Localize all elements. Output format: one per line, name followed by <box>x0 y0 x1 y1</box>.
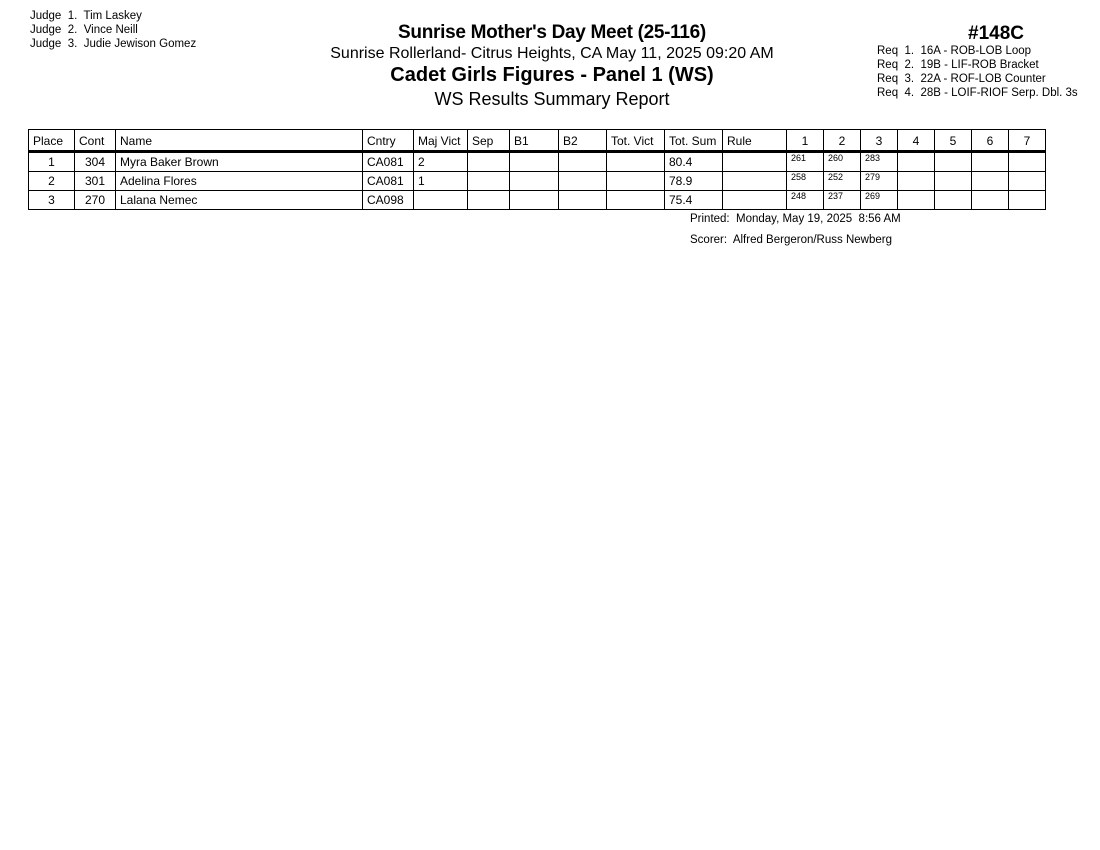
col-judge-1: 1 <box>787 130 824 152</box>
cell-judge-4 <box>898 191 935 210</box>
col-maj-vict: Maj Vict <box>414 130 468 152</box>
col-sep: Sep <box>468 130 510 152</box>
meet-location-date: Sunrise Rollerland- Citrus Heights, CA May 11, 2025 09:20 AM <box>330 45 774 62</box>
cell-judge-3: 283 <box>861 152 898 172</box>
cell-judge-5 <box>935 191 972 210</box>
event-title: Cadet Girls Figures - Panel 1 (WS) <box>390 64 714 86</box>
requirements-list <box>877 44 1078 100</box>
cell-b2 <box>559 152 607 172</box>
cell-rule <box>723 152 787 172</box>
cell-rule <box>723 172 787 191</box>
col-cont: Cont <box>75 130 116 152</box>
cell-place: 2 <box>29 172 75 191</box>
cell-tot-vict <box>607 172 665 191</box>
report-title: WS Results Summary Report <box>434 89 670 109</box>
cell-judge-2: 237 <box>824 191 861 210</box>
col-judge-4: 4 <box>898 130 935 152</box>
col-judge-6: 6 <box>972 130 1009 152</box>
cell-cntry: CA081 <box>363 172 414 191</box>
cell-judge-6 <box>972 152 1009 172</box>
cell-judge-7 <box>1009 172 1046 191</box>
cell-sep <box>468 191 510 210</box>
cell-judge-6 <box>972 172 1009 191</box>
cell-maj-vict: 1 <box>414 172 468 191</box>
col-rule: Rule <box>723 130 787 152</box>
scorer-names: Scorer: Alfred Bergeron/Russ Newberg <box>690 234 892 246</box>
cell-place: 3 <box>29 191 75 210</box>
col-cntry: Cntry <box>363 130 414 152</box>
requirement-2: Req 2. 19B - LIF-ROB Bracket <box>877 59 1039 71</box>
cell-place: 1 <box>29 152 75 172</box>
col-place: Place <box>29 130 75 152</box>
cell-judge-6 <box>972 191 1009 210</box>
cell-judge-4 <box>898 172 935 191</box>
cell-b2 <box>559 172 607 191</box>
table-row <box>29 152 1046 172</box>
col-tot-sum: Tot. Sum <box>665 130 723 152</box>
col-judge-3: 3 <box>861 130 898 152</box>
cell-sep <box>468 152 510 172</box>
event-info <box>877 23 1078 100</box>
cell-b1 <box>510 191 559 210</box>
cell-judge-5 <box>935 172 972 191</box>
cell-judge-7 <box>1009 152 1046 172</box>
cell-sep <box>468 172 510 191</box>
col-tot-vict: Tot. Vict <box>607 130 665 152</box>
cell-judge-1: 248 <box>787 191 824 210</box>
cell-maj-vict <box>414 191 468 210</box>
cell-cont: 270 <box>75 191 116 210</box>
cell-cntry: CA098 <box>363 191 414 210</box>
col-judge-2: 2 <box>824 130 861 152</box>
cell-name: Myra Baker Brown <box>116 152 363 172</box>
cell-cont: 304 <box>75 152 116 172</box>
cell-b2 <box>559 191 607 210</box>
judge-3: Judge 3. Judie Jewison Gomez <box>30 38 197 50</box>
judge-2: Judge 2. Vince Neill <box>30 24 138 36</box>
cell-tot-sum: 75.4 <box>665 191 723 210</box>
col-judge-5: 5 <box>935 130 972 152</box>
meet-title: Sunrise Mother's Day Meet (25-116) <box>398 22 706 43</box>
cell-b1 <box>510 152 559 172</box>
col-judge-7: 7 <box>1009 130 1046 152</box>
cell-cont: 301 <box>75 172 116 191</box>
cell-judge-7 <box>1009 191 1046 210</box>
cell-judge-5 <box>935 152 972 172</box>
cell-maj-vict: 2 <box>414 152 468 172</box>
cell-name: Lalana Nemec <box>116 191 363 210</box>
cell-tot-sum: 78.9 <box>665 172 723 191</box>
table-header-row <box>29 130 1046 152</box>
cell-judge-1: 258 <box>787 172 824 191</box>
judge-1: Judge 1. Tim Laskey <box>30 10 142 22</box>
report-header <box>290 22 814 110</box>
cell-name: Adelina Flores <box>116 172 363 191</box>
cell-judge-3: 279 <box>861 172 898 191</box>
cell-tot-vict <box>607 191 665 210</box>
cell-judge-4 <box>898 152 935 172</box>
table-row <box>29 191 1046 210</box>
requirement-3: Req 3. 22A - ROF-LOB Counter <box>877 73 1046 85</box>
cell-rule <box>723 191 787 210</box>
cell-judge-1: 261 <box>787 152 824 172</box>
cell-tot-sum: 80.4 <box>665 152 723 172</box>
cell-cntry: CA081 <box>363 152 414 172</box>
col-name: Name <box>116 130 363 152</box>
cell-tot-vict <box>607 152 665 172</box>
table-row <box>29 172 1046 191</box>
cell-b1 <box>510 172 559 191</box>
cell-judge-2: 252 <box>824 172 861 191</box>
judges-list <box>30 9 196 51</box>
report-footer <box>690 212 901 254</box>
col-b2: B2 <box>559 130 607 152</box>
results-table <box>28 129 1046 210</box>
col-b1: B1 <box>510 130 559 152</box>
printed-timestamp: Printed: Monday, May 19, 2025 8:56 AM <box>690 213 901 225</box>
cell-judge-2: 260 <box>824 152 861 172</box>
requirement-1: Req 1. 16A - ROB-LOB Loop <box>877 45 1032 57</box>
cell-judge-3: 269 <box>861 191 898 210</box>
requirement-4: Req 4. 28B - LOIF-RIOF Serp. Dbl. 3s <box>877 87 1078 99</box>
event-number: #148C <box>968 23 1024 44</box>
